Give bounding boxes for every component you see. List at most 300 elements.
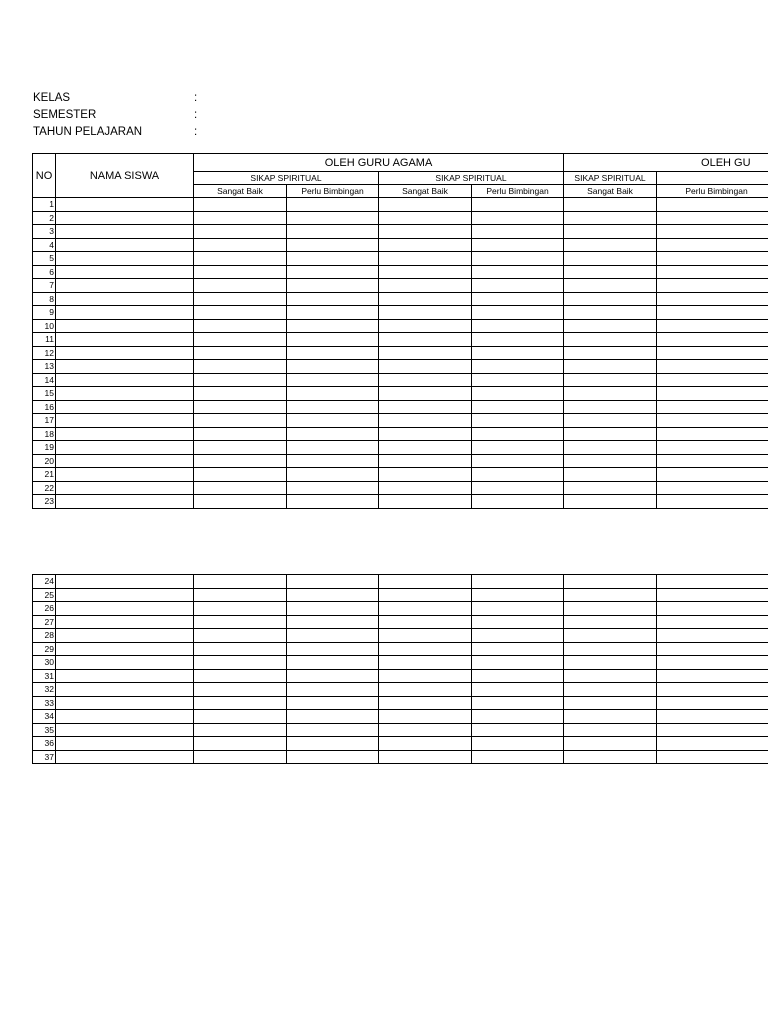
perlu-bimbingan-cell[interactable] xyxy=(472,468,564,482)
perlu-bimbingan-cell[interactable] xyxy=(472,495,564,509)
perlu-bimbingan-cell[interactable] xyxy=(657,400,768,414)
row-number: 10 xyxy=(33,319,56,333)
nama-siswa-cell[interactable] xyxy=(56,400,194,414)
perlu-bimbingan-cell[interactable] xyxy=(657,414,768,428)
perlu-bimbingan-cell[interactable] xyxy=(287,454,379,468)
row-number: 32 xyxy=(33,683,56,697)
row-37 xyxy=(33,750,768,764)
attitude-table-part-2 xyxy=(32,574,768,770)
perlu-bimbingan-cell[interactable] xyxy=(287,292,379,306)
nama-siswa-cell[interactable] xyxy=(56,225,194,239)
nama-siswa-cell[interactable] xyxy=(56,360,194,374)
sangat-baik-cell[interactable] xyxy=(564,319,657,333)
row-number: 23 xyxy=(33,495,56,509)
row-6 xyxy=(33,265,768,279)
perlu-bimbingan-cell[interactable] xyxy=(472,400,564,414)
sangat-baik-cell[interactable] xyxy=(194,252,287,266)
sangat-baik-cell[interactable] xyxy=(194,723,287,737)
perlu-bimbingan-cell[interactable] xyxy=(287,198,379,212)
sangat-baik-cell[interactable] xyxy=(379,642,472,656)
perlu-bimbingan-cell[interactable] xyxy=(472,346,564,360)
perlu-bimbingan-cell[interactable] xyxy=(472,238,564,252)
sangat-baik-cell[interactable] xyxy=(379,696,472,710)
sangat-baik-cell[interactable] xyxy=(564,468,657,482)
sangat-baik-cell[interactable] xyxy=(379,319,472,333)
sangat-baik-cell[interactable] xyxy=(194,495,287,509)
sangat-baik-cell[interactable] xyxy=(194,696,287,710)
sangat-baik-cell[interactable] xyxy=(379,656,472,670)
row-20 xyxy=(33,454,768,468)
row-number: 20 xyxy=(33,454,56,468)
sangat-baik-cell[interactable] xyxy=(379,602,472,616)
perlu-bimbingan-cell[interactable] xyxy=(287,360,379,374)
perlu-bimbingan-cell[interactable] xyxy=(472,629,564,643)
perlu-bimbingan-cell[interactable] xyxy=(657,588,768,602)
sangat-baik-cell[interactable] xyxy=(564,710,657,724)
sangat-baik-cell[interactable] xyxy=(379,481,472,495)
sangat-baik-cell[interactable] xyxy=(379,723,472,737)
sangat-baik-cell[interactable] xyxy=(379,373,472,387)
sangat-baik-cell[interactable] xyxy=(194,642,287,656)
sangat-baik-cell[interactable] xyxy=(379,669,472,683)
sangat-baik-cell[interactable] xyxy=(379,737,472,751)
sangat-baik-cell[interactable] xyxy=(379,279,472,293)
perlu-bimbingan-cell[interactable] xyxy=(287,642,379,656)
nama-siswa-cell[interactable] xyxy=(56,414,194,428)
sangat-baik-cell[interactable] xyxy=(194,319,287,333)
sangat-baik-cell[interactable] xyxy=(379,575,472,589)
perlu-bimbingan-cell[interactable] xyxy=(472,427,564,441)
nama-siswa-cell[interactable] xyxy=(56,588,194,602)
row-7 xyxy=(33,279,768,293)
sangat-baik-cell[interactable] xyxy=(564,360,657,374)
perlu-bimbingan-cell[interactable] xyxy=(472,279,564,293)
perlu-bimbingan-cell[interactable] xyxy=(657,575,768,589)
perlu-bimbingan-cell[interactable] xyxy=(657,629,768,643)
row-5 xyxy=(33,252,768,266)
sangat-baik-cell[interactable] xyxy=(379,225,472,239)
nama-siswa-cell[interactable] xyxy=(56,198,194,212)
perlu-bimbingan-cell[interactable] xyxy=(657,642,768,656)
nama-siswa-cell[interactable] xyxy=(56,238,194,252)
perlu-bimbingan-cell[interactable] xyxy=(287,319,379,333)
subheader-sikap-spiritual-1: SIKAP SPIRITUAL xyxy=(194,172,379,185)
perlu-bimbingan-cell[interactable] xyxy=(472,642,564,656)
row-number: 35 xyxy=(33,723,56,737)
sangat-baik-cell[interactable] xyxy=(564,750,657,764)
perlu-bimbingan-cell[interactable] xyxy=(657,441,768,455)
sangat-baik-cell[interactable] xyxy=(564,279,657,293)
sangat-baik-cell[interactable] xyxy=(194,602,287,616)
sangat-baik-cell[interactable] xyxy=(379,683,472,697)
sangat-baik-cell[interactable] xyxy=(379,495,472,509)
row-number: 33 xyxy=(33,696,56,710)
row-number: 2 xyxy=(33,211,56,225)
sangat-baik-cell[interactable] xyxy=(194,441,287,455)
sangat-baik-cell[interactable] xyxy=(564,737,657,751)
sangat-baik-cell[interactable] xyxy=(194,750,287,764)
perlu-bimbingan-cell[interactable] xyxy=(287,737,379,751)
perlu-bimbingan-cell[interactable] xyxy=(472,454,564,468)
row-26 xyxy=(33,602,768,616)
sangat-baik-cell[interactable] xyxy=(379,360,472,374)
row-number: 36 xyxy=(33,737,56,751)
sangat-baik-cell[interactable] xyxy=(564,265,657,279)
perlu-bimbingan-cell[interactable] xyxy=(472,225,564,239)
perlu-bimbingan-cell[interactable] xyxy=(287,629,379,643)
sangat-baik-cell[interactable] xyxy=(564,211,657,225)
perlu-bimbingan-cell[interactable] xyxy=(472,656,564,670)
perlu-bimbingan-cell[interactable] xyxy=(472,265,564,279)
row-4 xyxy=(33,238,768,252)
perlu-bimbingan-cell[interactable] xyxy=(472,198,564,212)
perlu-bimbingan-cell[interactable] xyxy=(472,481,564,495)
perlu-bimbingan-cell[interactable] xyxy=(657,333,768,347)
sangat-baik-cell[interactable] xyxy=(379,333,472,347)
perlu-bimbingan-cell[interactable] xyxy=(657,346,768,360)
sangat-baik-cell[interactable] xyxy=(194,454,287,468)
perlu-bimbingan-cell[interactable] xyxy=(657,750,768,764)
no-header: NO xyxy=(33,154,56,198)
perlu-bimbingan-cell[interactable] xyxy=(287,387,379,401)
nama-siswa-cell[interactable] xyxy=(56,495,194,509)
perlu-bimbingan-cell[interactable] xyxy=(287,602,379,616)
perlu-bimbingan-cell[interactable] xyxy=(287,373,379,387)
perlu-bimbingan-cell[interactable] xyxy=(287,279,379,293)
nama-siswa-cell[interactable] xyxy=(56,427,194,441)
perlu-bimbingan-cell[interactable] xyxy=(472,696,564,710)
sangat-baik-cell[interactable] xyxy=(564,414,657,428)
perlu-bimbingan-cell[interactable] xyxy=(657,723,768,737)
sangat-baik-cell[interactable] xyxy=(564,495,657,509)
perlu-bimbingan-cell[interactable] xyxy=(287,723,379,737)
row-number: 8 xyxy=(33,292,56,306)
nama-siswa-cell[interactable] xyxy=(56,642,194,656)
sangat-baik-cell[interactable] xyxy=(379,252,472,266)
perlu-bimbingan-cell[interactable] xyxy=(657,656,768,670)
nama-siswa-cell[interactable] xyxy=(56,629,194,643)
perlu-bimbingan-cell[interactable] xyxy=(472,615,564,629)
sangat-baik-cell[interactable] xyxy=(564,373,657,387)
perlu-bimbingan-cell[interactable] xyxy=(472,319,564,333)
perlu-bimbingan-cell[interactable] xyxy=(657,360,768,374)
sangat-baik-cell[interactable] xyxy=(564,481,657,495)
sangat-baik-cell[interactable] xyxy=(194,387,287,401)
perlu-bimbingan-cell[interactable] xyxy=(472,373,564,387)
perlu-bimbingan-cell[interactable] xyxy=(287,252,379,266)
sangat-baik-cell[interactable] xyxy=(564,642,657,656)
sangat-baik-cell[interactable] xyxy=(194,710,287,724)
subheader-sikap-spiritual-2: SIKAP SPIRITUAL xyxy=(379,172,564,185)
row-number: 34 xyxy=(33,710,56,724)
sangat-baik-cell[interactable] xyxy=(379,238,472,252)
perlu-bimbingan-cell[interactable] xyxy=(657,669,768,683)
perlu-bimbingan-cell[interactable] xyxy=(472,211,564,225)
perlu-bimbingan-cell[interactable] xyxy=(657,225,768,239)
sangat-baik-cell[interactable] xyxy=(194,373,287,387)
row-33 xyxy=(33,696,768,710)
perlu-bimbingan-cell[interactable] xyxy=(287,441,379,455)
sangat-baik-cell[interactable] xyxy=(564,387,657,401)
perlu-bimbingan-cell[interactable] xyxy=(287,656,379,670)
perlu-bimbingan-cell[interactable] xyxy=(287,615,379,629)
perlu-bimbingan-cell[interactable] xyxy=(472,575,564,589)
perlu-bimbingan-cell[interactable] xyxy=(287,683,379,697)
sangat-baik-cell[interactable] xyxy=(194,615,287,629)
sangat-baik-cell[interactable] xyxy=(564,252,657,266)
nama-siswa-cell[interactable] xyxy=(56,373,194,387)
perlu-bimbingan-cell[interactable] xyxy=(657,495,768,509)
perlu-bimbingan-cell[interactable] xyxy=(287,211,379,225)
row-28 xyxy=(33,629,768,643)
sangat-baik-cell[interactable] xyxy=(564,723,657,737)
sangat-baik-cell[interactable] xyxy=(379,306,472,320)
sangat-baik-cell[interactable] xyxy=(564,427,657,441)
nama-siswa-cell[interactable] xyxy=(56,441,194,455)
nama-siswa-cell[interactable] xyxy=(56,575,194,589)
perlu-bimbingan-cell[interactable] xyxy=(657,279,768,293)
perlu-bimbingan-cell[interactable] xyxy=(657,373,768,387)
sangat-baik-cell[interactable] xyxy=(564,656,657,670)
sangat-baik-cell[interactable] xyxy=(194,588,287,602)
perlu-bimbingan-cell[interactable] xyxy=(287,306,379,320)
nama-siswa-cell[interactable] xyxy=(56,346,194,360)
perlu-bimbingan-cell[interactable] xyxy=(287,750,379,764)
perlu-bimbingan-cell[interactable] xyxy=(657,468,768,482)
sangat-baik-cell[interactable] xyxy=(564,683,657,697)
sangat-baik-cell[interactable] xyxy=(564,441,657,455)
nama-siswa-cell[interactable] xyxy=(56,468,194,482)
row-19 xyxy=(33,441,768,455)
nama-siswa-cell[interactable] xyxy=(56,696,194,710)
sangat-baik-cell[interactable] xyxy=(564,333,657,347)
perlu-bimbingan-cell[interactable] xyxy=(657,292,768,306)
row-30 xyxy=(33,656,768,670)
perlu-bimbingan-cell[interactable] xyxy=(657,615,768,629)
sangat-baik-cell[interactable] xyxy=(194,656,287,670)
sangat-baik-cell[interactable] xyxy=(379,198,472,212)
nama-siswa-cell[interactable] xyxy=(56,669,194,683)
row-12 xyxy=(33,346,768,360)
row-number: 13 xyxy=(33,360,56,374)
sangat-baik-cell[interactable] xyxy=(379,629,472,643)
sangat-baik-cell[interactable] xyxy=(194,238,287,252)
sangat-baik-cell[interactable] xyxy=(194,333,287,347)
sangat-baik-cell[interactable] xyxy=(564,400,657,414)
sangat-baik-cell[interactable] xyxy=(564,292,657,306)
sangat-baik-cell[interactable] xyxy=(194,427,287,441)
perlu-bimbingan-cell[interactable] xyxy=(472,387,564,401)
perlu-bimbingan-cell[interactable] xyxy=(287,346,379,360)
nama-siswa-cell[interactable] xyxy=(56,454,194,468)
nama-siswa-cell[interactable] xyxy=(56,723,194,737)
perlu-bimbingan-cell[interactable] xyxy=(287,696,379,710)
nama-siswa-cell[interactable] xyxy=(56,602,194,616)
sangat-baik-cell[interactable] xyxy=(194,400,287,414)
sangat-baik-cell[interactable] xyxy=(564,669,657,683)
sangat-baik-cell[interactable] xyxy=(379,468,472,482)
perlu-bimbingan-cell[interactable] xyxy=(472,710,564,724)
nama-siswa-cell[interactable] xyxy=(56,710,194,724)
sangat-baik-cell[interactable] xyxy=(379,414,472,428)
sangat-baik-cell[interactable] xyxy=(194,481,287,495)
sangat-baik-cell[interactable] xyxy=(564,225,657,239)
perlu-bimbingan-cell[interactable] xyxy=(657,427,768,441)
sangat-baik-cell[interactable] xyxy=(194,468,287,482)
sangat-baik-cell[interactable] xyxy=(564,575,657,589)
sangat-baik-cell[interactable] xyxy=(194,306,287,320)
nama-siswa-cell[interactable] xyxy=(56,737,194,751)
perlu-bimbingan-cell[interactable] xyxy=(287,238,379,252)
row-number: 17 xyxy=(33,414,56,428)
sangat-baik-cell[interactable] xyxy=(564,238,657,252)
perlu-bimbingan-cell[interactable] xyxy=(657,238,768,252)
nama-siswa-cell[interactable] xyxy=(56,306,194,320)
sangat-baik-cell[interactable] xyxy=(194,346,287,360)
perlu-bimbingan-cell[interactable] xyxy=(472,306,564,320)
nama-siswa-cell[interactable] xyxy=(56,211,194,225)
student-info-header xyxy=(33,90,213,141)
sangat-baik-cell[interactable] xyxy=(379,292,472,306)
sangat-baik-cell[interactable] xyxy=(564,346,657,360)
perlu-bimbingan-cell[interactable] xyxy=(657,252,768,266)
perlu-bimbingan-cell[interactable] xyxy=(287,575,379,589)
sangat-baik-cell[interactable] xyxy=(194,225,287,239)
sangat-baik-cell[interactable] xyxy=(379,710,472,724)
nama-siswa-cell[interactable] xyxy=(56,615,194,629)
sangat-baik-cell[interactable] xyxy=(194,292,287,306)
sangat-baik-cell[interactable] xyxy=(194,737,287,751)
perlu-bimbingan-cell[interactable] xyxy=(287,495,379,509)
sangat-baik-cell[interactable] xyxy=(564,198,657,212)
perlu-bimbingan-cell[interactable] xyxy=(472,292,564,306)
sangat-baik-cell[interactable] xyxy=(564,629,657,643)
sangat-baik-cell[interactable] xyxy=(379,454,472,468)
perlu-bimbingan-cell[interactable] xyxy=(657,602,768,616)
sangat-baik-cell[interactable] xyxy=(564,454,657,468)
perlu-bimbingan-cell[interactable] xyxy=(657,737,768,751)
perlu-bimbingan-cell[interactable] xyxy=(657,710,768,724)
perlu-bimbingan-cell[interactable] xyxy=(287,588,379,602)
sangat-baik-cell[interactable] xyxy=(379,615,472,629)
sangat-baik-cell[interactable] xyxy=(564,588,657,602)
perlu-bimbingan-cell[interactable] xyxy=(287,427,379,441)
perlu-bimbingan-cell[interactable] xyxy=(472,414,564,428)
col-header-sangat-baik-2: Sangat Baik xyxy=(379,185,472,198)
row-number: 6 xyxy=(33,265,56,279)
nama-siswa-cell[interactable] xyxy=(56,656,194,670)
perlu-bimbingan-cell[interactable] xyxy=(657,454,768,468)
row-9 xyxy=(33,306,768,320)
perlu-bimbingan-cell[interactable] xyxy=(287,333,379,347)
sangat-baik-cell[interactable] xyxy=(564,696,657,710)
sangat-baik-cell[interactable] xyxy=(379,427,472,441)
row-number: 1 xyxy=(33,198,56,212)
perlu-bimbingan-cell[interactable] xyxy=(657,683,768,697)
sangat-baik-cell[interactable] xyxy=(194,265,287,279)
nama-siswa-cell[interactable] xyxy=(56,750,194,764)
nama-siswa-cell[interactable] xyxy=(56,683,194,697)
perlu-bimbingan-cell[interactable] xyxy=(472,360,564,374)
nama-siswa-cell[interactable] xyxy=(56,387,194,401)
perlu-bimbingan-cell[interactable] xyxy=(472,588,564,602)
sangat-baik-cell[interactable] xyxy=(564,306,657,320)
sangat-baik-cell[interactable] xyxy=(379,750,472,764)
row-22 xyxy=(33,481,768,495)
sangat-baik-cell[interactable] xyxy=(194,629,287,643)
perlu-bimbingan-cell[interactable] xyxy=(287,468,379,482)
perlu-bimbingan-cell[interactable] xyxy=(472,723,564,737)
nama-siswa-cell[interactable] xyxy=(56,292,194,306)
perlu-bimbingan-cell[interactable] xyxy=(287,265,379,279)
nama-siswa-cell[interactable] xyxy=(56,481,194,495)
tahun-row xyxy=(33,124,213,141)
perlu-bimbingan-cell[interactable] xyxy=(472,669,564,683)
perlu-bimbingan-cell[interactable] xyxy=(472,602,564,616)
sangat-baik-cell[interactable] xyxy=(379,588,472,602)
row-3 xyxy=(33,225,768,239)
perlu-bimbingan-cell[interactable] xyxy=(472,683,564,697)
sangat-baik-cell[interactable] xyxy=(194,683,287,697)
perlu-bimbingan-cell[interactable] xyxy=(287,481,379,495)
perlu-bimbingan-cell[interactable] xyxy=(657,481,768,495)
sangat-baik-cell[interactable] xyxy=(194,575,287,589)
sangat-baik-cell[interactable] xyxy=(194,414,287,428)
sangat-baik-cell[interactable] xyxy=(379,265,472,279)
perlu-bimbingan-cell[interactable] xyxy=(657,696,768,710)
row-number: 24 xyxy=(33,575,56,589)
row-8 xyxy=(33,292,768,306)
perlu-bimbingan-cell[interactable] xyxy=(472,737,564,751)
perlu-bimbingan-cell[interactable] xyxy=(287,669,379,683)
perlu-bimbingan-cell[interactable] xyxy=(657,387,768,401)
semester-label: SEMESTER xyxy=(33,109,97,121)
nama-siswa-cell[interactable] xyxy=(56,279,194,293)
sangat-baik-cell[interactable] xyxy=(379,387,472,401)
row-number: 11 xyxy=(33,333,56,347)
perlu-bimbingan-cell[interactable] xyxy=(472,252,564,266)
sangat-baik-cell[interactable] xyxy=(194,211,287,225)
sangat-baik-cell[interactable] xyxy=(379,441,472,455)
perlu-bimbingan-cell[interactable] xyxy=(657,306,768,320)
perlu-bimbingan-cell[interactable] xyxy=(657,211,768,225)
perlu-bimbingan-cell[interactable] xyxy=(472,750,564,764)
perlu-bimbingan-cell[interactable] xyxy=(657,319,768,333)
sangat-baik-cell[interactable] xyxy=(379,400,472,414)
perlu-bimbingan-cell[interactable] xyxy=(287,414,379,428)
sangat-baik-cell[interactable] xyxy=(564,602,657,616)
perlu-bimbingan-cell[interactable] xyxy=(287,710,379,724)
nama-siswa-cell[interactable] xyxy=(56,252,194,266)
sangat-baik-cell[interactable] xyxy=(194,360,287,374)
sangat-baik-cell[interactable] xyxy=(194,669,287,683)
perlu-bimbingan-cell[interactable] xyxy=(472,333,564,347)
perlu-bimbingan-cell[interactable] xyxy=(287,400,379,414)
sangat-baik-cell[interactable] xyxy=(379,211,472,225)
perlu-bimbingan-cell[interactable] xyxy=(657,265,768,279)
perlu-bimbingan-cell[interactable] xyxy=(657,198,768,212)
nama-siswa-cell[interactable] xyxy=(56,319,194,333)
row-10 xyxy=(33,319,768,333)
sangat-baik-cell[interactable] xyxy=(564,615,657,629)
sangat-baik-cell[interactable] xyxy=(194,279,287,293)
sangat-baik-cell[interactable] xyxy=(379,346,472,360)
nama-siswa-cell[interactable] xyxy=(56,333,194,347)
nama-siswa-cell[interactable] xyxy=(56,265,194,279)
sangat-baik-cell[interactable] xyxy=(194,198,287,212)
perlu-bimbingan-cell[interactable] xyxy=(472,441,564,455)
perlu-bimbingan-cell[interactable] xyxy=(287,225,379,239)
